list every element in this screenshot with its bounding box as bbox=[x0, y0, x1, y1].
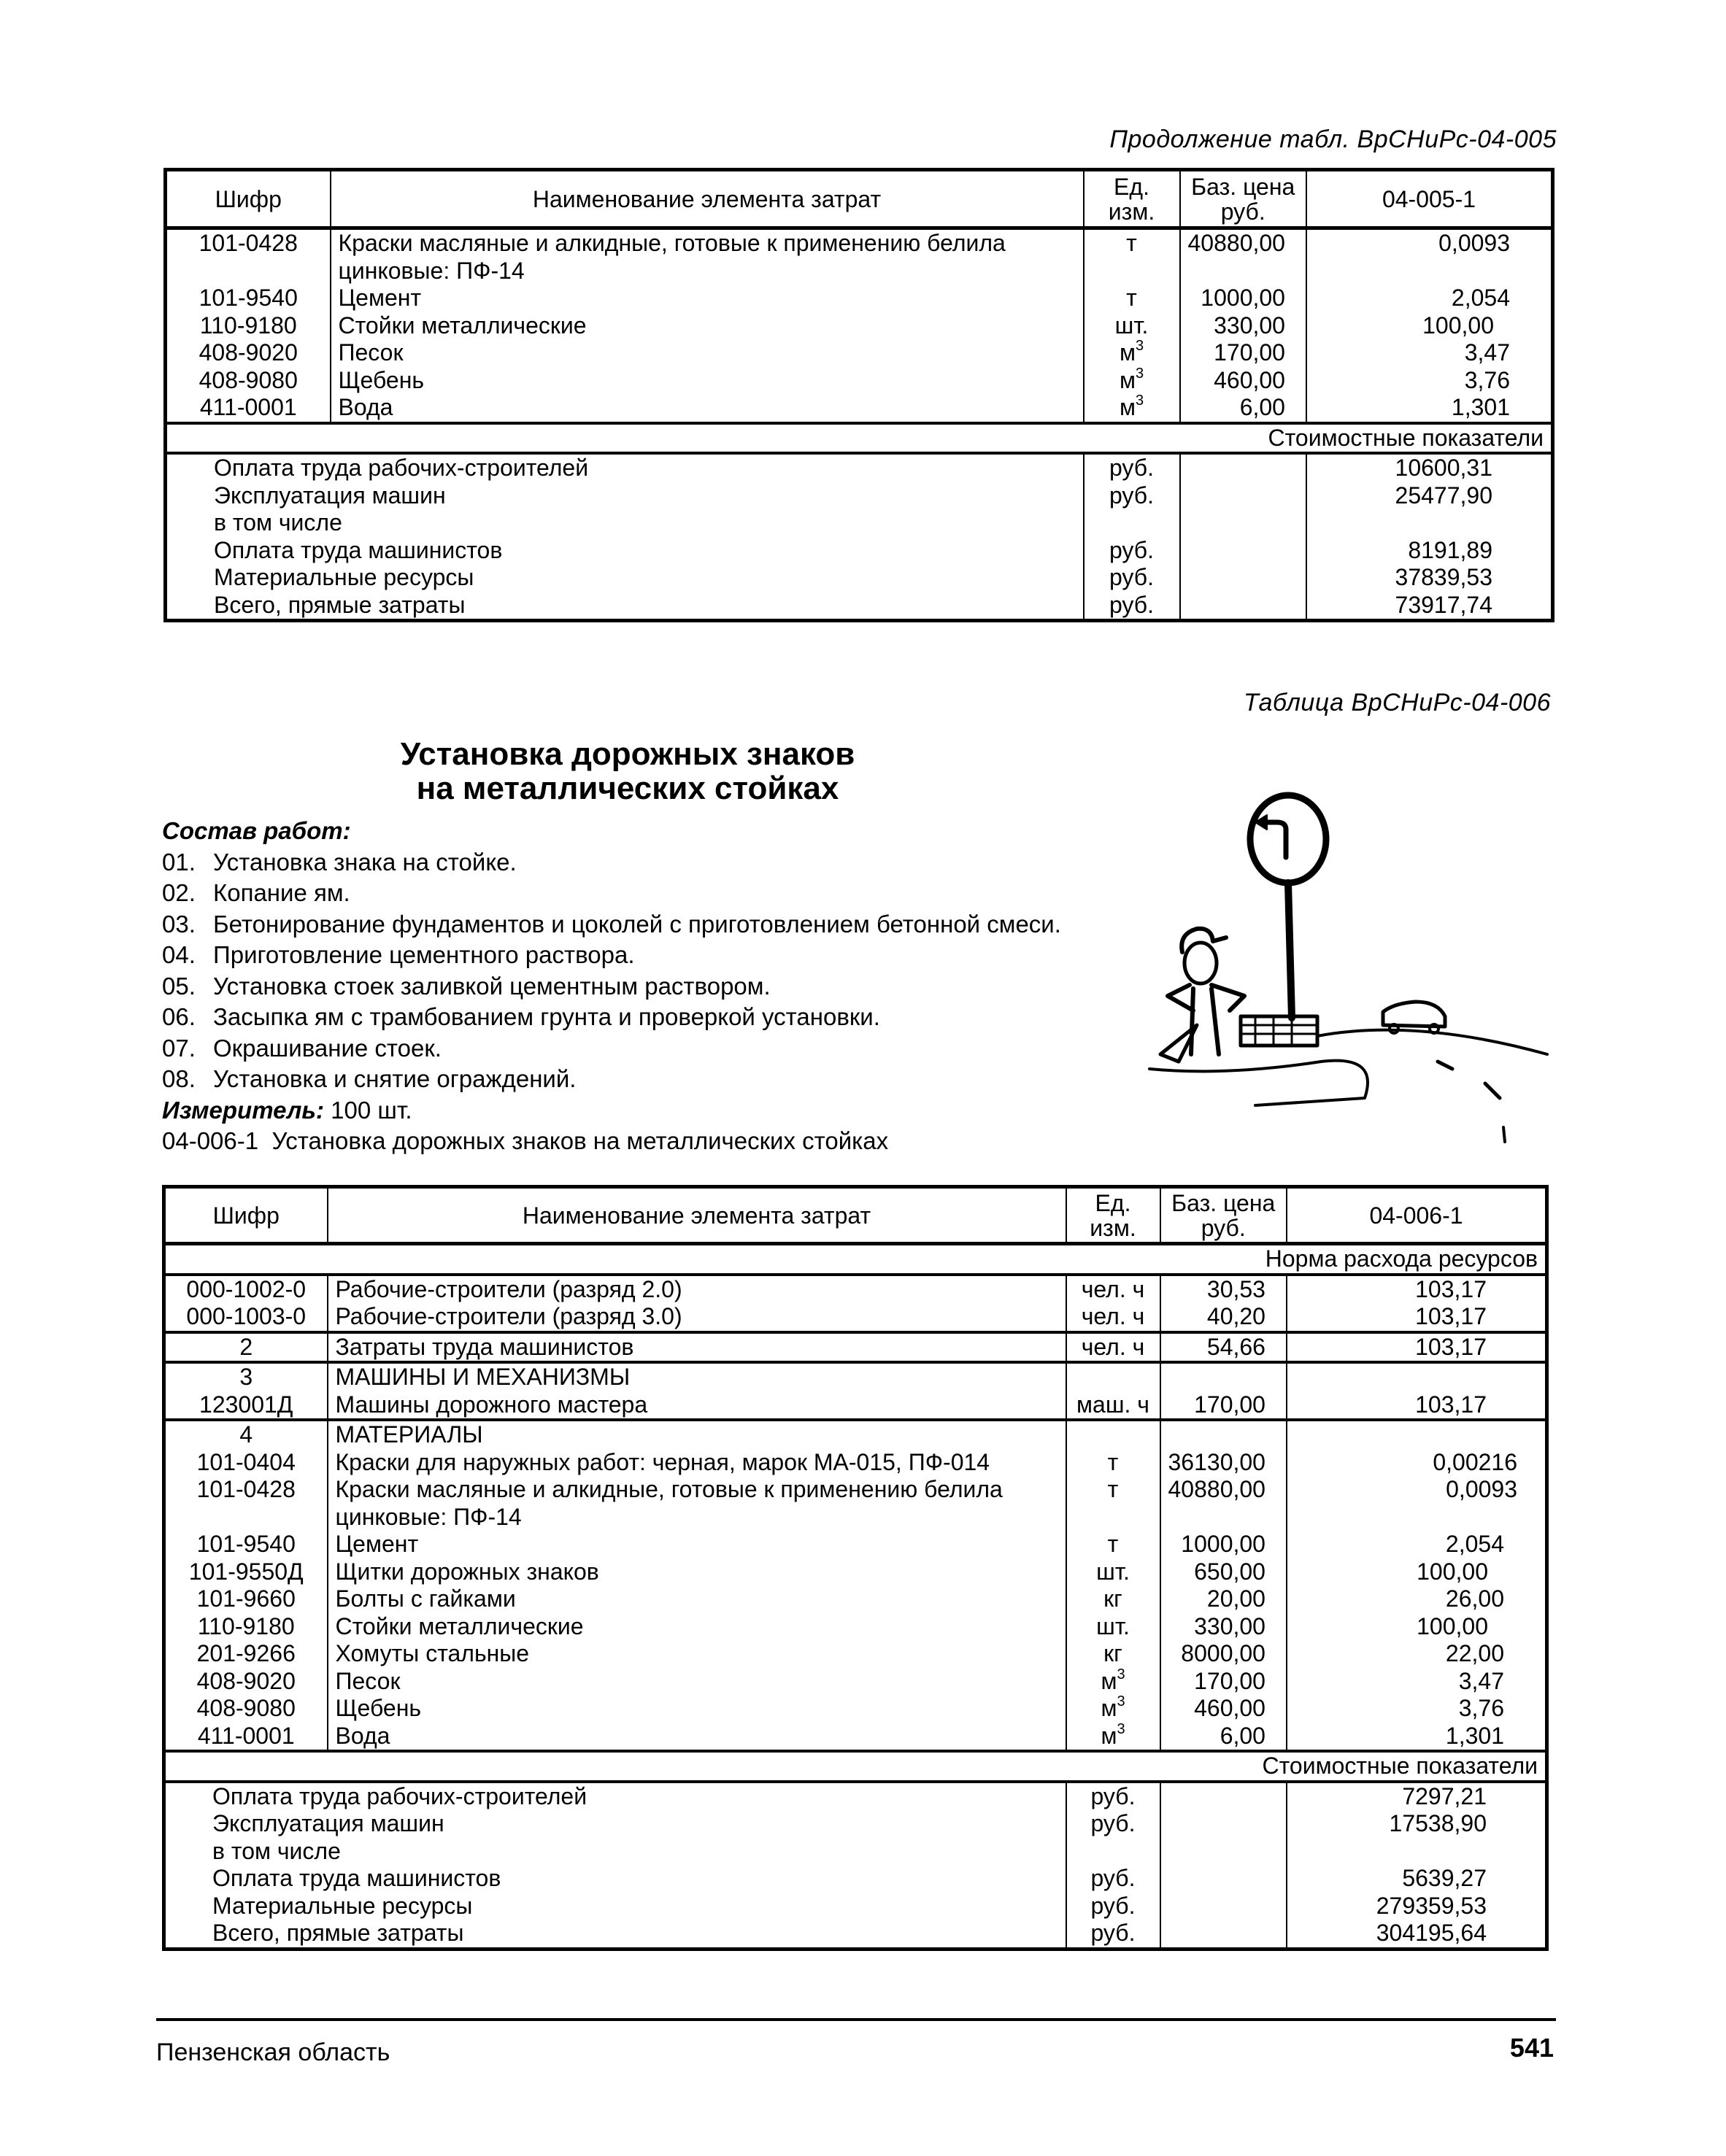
cost-value: 25477,90 bbox=[1395, 482, 1492, 509]
cell-code: 101-9660 bbox=[164, 1585, 328, 1613]
cell-code: 101-0428 bbox=[164, 1476, 328, 1531]
cost-label: Материальные ресурсы bbox=[164, 1893, 1066, 1920]
cell-name: Вода bbox=[328, 1723, 1066, 1752]
cell-code: 411-0001 bbox=[164, 1723, 328, 1752]
cost-unit: руб. bbox=[1066, 1782, 1160, 1811]
cost-label: Эксплуатация машин bbox=[164, 1810, 1066, 1838]
cell-price: 1000,00 bbox=[1180, 285, 1306, 312]
cell-name: Щебень bbox=[328, 1695, 1066, 1723]
table-row bbox=[164, 1613, 1547, 1641]
cell-value: 103,17 bbox=[1287, 1332, 1547, 1363]
continuation-caption: Продолжение табл. ВрСНиРс-04-005 bbox=[1109, 125, 1557, 153]
work-item: 07. Окрашивание стоек. bbox=[162, 1034, 442, 1062]
cost-value: 10600,31 bbox=[1395, 455, 1492, 481]
cell-value: 3,76 bbox=[1458, 1695, 1504, 1721]
table-row bbox=[166, 339, 1553, 367]
cell-value: 100,00 bbox=[1422, 312, 1494, 339]
cell-price: 460,00 bbox=[1180, 367, 1306, 395]
header-norm-code: 04-005-1 bbox=[1306, 170, 1553, 228]
cell-value: 26,00 bbox=[1445, 1585, 1504, 1612]
cost-unit: руб. bbox=[1066, 1865, 1160, 1893]
page-number: 541 bbox=[1509, 2033, 1554, 2063]
group-code: 3 bbox=[164, 1362, 328, 1391]
cell-name: Песок bbox=[331, 339, 1084, 367]
cost-unit: руб. bbox=[1084, 482, 1180, 510]
table-caption: Таблица ВрСНиРс-04-006 bbox=[1243, 689, 1551, 716]
cell-price: 650,00 bbox=[1160, 1558, 1287, 1586]
cost-unit: руб. bbox=[1084, 592, 1180, 621]
cell-name: Машины дорожного мастера bbox=[328, 1391, 1066, 1421]
header-unit: Ед. изм. bbox=[1084, 170, 1180, 228]
cell-unit: кг bbox=[1066, 1585, 1160, 1613]
cell-price: 20,00 bbox=[1160, 1585, 1287, 1613]
table1-body bbox=[166, 228, 1553, 621]
cell-unit: чел. ч bbox=[1066, 1303, 1160, 1332]
band-label: Норма расхода ресурсов bbox=[164, 1244, 1547, 1275]
table-row bbox=[164, 1723, 1547, 1752]
cell-code: 101-9540 bbox=[164, 1531, 328, 1558]
cell-unit: маш. ч bbox=[1066, 1391, 1160, 1421]
cost-table-04-005 bbox=[163, 168, 1554, 622]
table-row bbox=[166, 228, 1553, 285]
cell-value: 100,00 bbox=[1417, 1612, 1488, 1639]
cell-name: Краски масляные и алкидные, готовые к применению белила цинковые: ПФ-14 bbox=[328, 1476, 1066, 1531]
cell-value: 0,0093 bbox=[1446, 1476, 1517, 1502]
cell-price: 170,00 bbox=[1160, 1391, 1287, 1421]
cell-price: 36130,00 bbox=[1160, 1449, 1287, 1477]
cost-value bbox=[1306, 509, 1553, 537]
cell-code: 101-9540 bbox=[166, 285, 331, 312]
cell-name: Затраты труда машинистов bbox=[328, 1332, 1066, 1363]
cost-label: Оплата труда рабочих-строителей bbox=[164, 1782, 1066, 1811]
cost-value: 73917,74 bbox=[1395, 591, 1492, 618]
header-code: Шифр bbox=[164, 1187, 328, 1244]
cost-unit: руб. bbox=[1066, 1920, 1160, 1949]
section-title: Установка дорожных знаков на металлических стойках bbox=[400, 736, 855, 806]
band-label: Стоимостные показатели bbox=[166, 423, 1553, 454]
group-heading: МАШИНЫ И МЕХАНИЗМЫ bbox=[328, 1362, 1066, 1391]
cell-value: 0,00216 bbox=[1433, 1448, 1517, 1475]
group-code: 4 bbox=[164, 1420, 328, 1449]
table-row bbox=[164, 1303, 1547, 1332]
road-sign-worker-illustration-icon bbox=[1139, 784, 1562, 1149]
works-composition bbox=[162, 816, 1061, 1157]
table-header-row bbox=[166, 170, 1553, 228]
work-item: 01. Установка знака на стойке. bbox=[162, 848, 517, 876]
cell-price: 30,53 bbox=[1160, 1275, 1287, 1304]
cell-price: 170,00 bbox=[1160, 1668, 1287, 1696]
table-row bbox=[164, 1695, 1547, 1723]
cell-value: 0,0093 bbox=[1438, 230, 1510, 256]
cell-value: 2,054 bbox=[1451, 285, 1510, 311]
table-row bbox=[166, 394, 1553, 423]
cell-code: 110-9180 bbox=[164, 1613, 328, 1641]
cell-price: 40880,00 bbox=[1180, 228, 1306, 285]
cell-unit: $м^3$ bbox=[1066, 1668, 1160, 1696]
cell-name: Краски для наружных работ: черная, марок МА-015, ПФ-014 bbox=[328, 1449, 1066, 1477]
cell-value: 2,054 bbox=[1445, 1531, 1504, 1557]
cell-value: 22,00 bbox=[1445, 1640, 1504, 1666]
cell-unit: т bbox=[1084, 285, 1180, 312]
cell-value: 1,301 bbox=[1451, 394, 1510, 420]
cell-code: 101-0404 bbox=[164, 1449, 328, 1477]
cell-code: 000-1002-0 bbox=[164, 1275, 328, 1304]
cost-row bbox=[166, 537, 1553, 565]
cell-code: 110-9180 bbox=[166, 312, 331, 340]
cell-price: 6,00 bbox=[1180, 394, 1306, 423]
group-heading-row bbox=[164, 1420, 1547, 1449]
cell-value: 103,17 bbox=[1415, 1391, 1487, 1418]
table-row bbox=[164, 1449, 1547, 1477]
cell-price: 8000,00 bbox=[1160, 1640, 1287, 1668]
cell-value: 1,301 bbox=[1445, 1722, 1504, 1749]
cell-price: 40,20 bbox=[1160, 1303, 1287, 1332]
cost-unit: руб. bbox=[1084, 453, 1180, 482]
cost-value: 17538,90 bbox=[1389, 1810, 1487, 1836]
footer-divider bbox=[156, 2018, 1556, 2021]
header-norm-code: 04-006-1 bbox=[1287, 1187, 1547, 1244]
cell-unit: кг bbox=[1066, 1640, 1160, 1668]
cell-name: Песок bbox=[328, 1668, 1066, 1696]
item-line: 04-006-1 Установка дорожных знаков на металлических стойках bbox=[162, 1127, 889, 1154]
footer-region: Пензенская область bbox=[156, 2039, 390, 2066]
cell-value: 3,47 bbox=[1464, 339, 1510, 366]
cost-row bbox=[166, 509, 1553, 537]
cost-row bbox=[164, 1920, 1547, 1949]
meter-line: Измеритель: 100 шт. bbox=[162, 1096, 412, 1124]
cost-row bbox=[164, 1838, 1547, 1866]
cost-value: 304195,64 bbox=[1376, 1920, 1487, 1946]
cell-value: 3,76 bbox=[1464, 366, 1510, 393]
cell-unit: чел. ч bbox=[1066, 1332, 1160, 1363]
cell-unit: шт. bbox=[1066, 1613, 1160, 1641]
cost-row bbox=[164, 1782, 1547, 1811]
cost-value: 279359,53 bbox=[1376, 1892, 1487, 1919]
cost-unit: руб. bbox=[1066, 1893, 1160, 1920]
cost-row bbox=[164, 1865, 1547, 1893]
cell-value: 3,47 bbox=[1458, 1667, 1504, 1694]
cell-unit: шт. bbox=[1084, 312, 1180, 340]
band-row bbox=[166, 423, 1553, 454]
cell-unit: $м^3$ bbox=[1084, 339, 1180, 367]
table2-body bbox=[164, 1244, 1547, 1950]
cell-unit: т bbox=[1066, 1476, 1160, 1531]
table-header-row bbox=[164, 1187, 1547, 1244]
cost-label: Эксплуатация машин bbox=[166, 482, 1084, 510]
cell-name: Краски масляные и алкидные, готовые к применению белила цинковые: ПФ-14 bbox=[331, 228, 1084, 285]
cell-price: 54,66 bbox=[1160, 1332, 1287, 1363]
band-label: Стоимостные показатели bbox=[164, 1751, 1547, 1782]
header-unit: Ед. изм. bbox=[1066, 1187, 1160, 1244]
cell-code: 408-9020 bbox=[166, 339, 331, 367]
cell-price: 330,00 bbox=[1160, 1613, 1287, 1641]
cell-price: 330,00 bbox=[1180, 312, 1306, 340]
cell-name: Хомуты стальные bbox=[328, 1640, 1066, 1668]
band-row bbox=[164, 1751, 1547, 1782]
cell-code: 000-1003-0 bbox=[164, 1303, 328, 1332]
cost-label: Оплата труда рабочих-строителей bbox=[166, 453, 1084, 482]
cost-label: Всего, прямые затраты bbox=[166, 592, 1084, 621]
cell-code: 201-9266 bbox=[164, 1640, 328, 1668]
header-name: Наименование элемента затрат bbox=[331, 170, 1084, 228]
cost-label: Материальные ресурсы bbox=[166, 564, 1084, 592]
cell-name: Стойки металлические bbox=[328, 1613, 1066, 1641]
cell-price: 40880,00 bbox=[1160, 1476, 1287, 1531]
cell-name: Щитки дорожных знаков bbox=[328, 1558, 1066, 1586]
table-row bbox=[164, 1476, 1547, 1531]
cell-value: 103,17 bbox=[1415, 1303, 1487, 1329]
group-heading: МАТЕРИАЛЫ bbox=[328, 1420, 1066, 1449]
work-item: 06. Засыпка ям с трамбованием грунта и проверкой установки. bbox=[162, 1003, 880, 1030]
header-price: Баз. цена руб. bbox=[1160, 1187, 1287, 1244]
cell-code: 408-9080 bbox=[166, 367, 331, 395]
cost-label: Оплата труда машинистов bbox=[166, 537, 1084, 565]
cell-unit: шт. bbox=[1066, 1558, 1160, 1586]
cost-value: 8191,89 bbox=[1408, 536, 1492, 563]
cell-price: 6,00 bbox=[1160, 1723, 1287, 1752]
cell-name: Рабочие-строители (разряд 2.0) bbox=[328, 1275, 1066, 1304]
table-row bbox=[166, 312, 1553, 340]
cell-code: 2 bbox=[164, 1332, 328, 1363]
cost-row bbox=[166, 592, 1553, 621]
cell-value: 100,00 bbox=[1417, 1558, 1488, 1585]
cost-unit: руб. bbox=[1084, 564, 1180, 592]
cost-value: 7297,21 bbox=[1402, 1782, 1487, 1809]
work-item: 02. Копание ям. bbox=[162, 879, 350, 906]
group-heading-row bbox=[164, 1362, 1547, 1391]
work-item: 05. Установка стоек заливкой цементным раствором. bbox=[162, 972, 771, 1000]
cell-code: 408-9020 bbox=[164, 1668, 328, 1696]
cell-unit: $м^3$ bbox=[1066, 1723, 1160, 1752]
cell-unit: $м^3$ bbox=[1084, 394, 1180, 423]
table-row bbox=[164, 1391, 1547, 1421]
header-name: Наименование элемента затрат bbox=[328, 1187, 1066, 1244]
cost-label: Оплата труда машинистов bbox=[164, 1865, 1066, 1893]
cell-name: Болты с гайками bbox=[328, 1585, 1066, 1613]
table-row bbox=[164, 1558, 1547, 1586]
cell-code: 123001Д bbox=[164, 1391, 328, 1421]
cell-name: Цемент bbox=[328, 1531, 1066, 1558]
cost-table-04-006 bbox=[162, 1185, 1549, 1951]
work-item: 04. Приготовление цементного раствора. bbox=[162, 941, 635, 968]
band-row bbox=[164, 1244, 1547, 1275]
cell-unit: $м^3$ bbox=[1084, 367, 1180, 395]
cell-unit: $м^3$ bbox=[1066, 1695, 1160, 1723]
cell-price: 170,00 bbox=[1180, 339, 1306, 367]
cost-row bbox=[164, 1810, 1547, 1838]
cell-code: 411-0001 bbox=[166, 394, 331, 423]
cost-value: 37839,53 bbox=[1395, 564, 1492, 590]
cell-code: 101-9550Д bbox=[164, 1558, 328, 1586]
work-item: 03. Бетонирование фундаментов и цоколей с приготовлением бетонной смеси. bbox=[162, 910, 1061, 938]
table-row bbox=[164, 1332, 1547, 1363]
cell-code: 408-9080 bbox=[164, 1695, 328, 1723]
cell-code: 101-0428 bbox=[166, 228, 331, 285]
cell-price: 1000,00 bbox=[1160, 1531, 1287, 1558]
cost-unit bbox=[1084, 509, 1180, 537]
cost-unit: руб. bbox=[1066, 1810, 1160, 1838]
header-price: Баз. цена руб. bbox=[1180, 170, 1306, 228]
cost-value bbox=[1287, 1838, 1547, 1866]
cost-label: в том числе bbox=[164, 1838, 1066, 1866]
cost-unit bbox=[1066, 1838, 1160, 1866]
table-row bbox=[164, 1585, 1547, 1613]
cost-row bbox=[166, 482, 1553, 510]
cost-row bbox=[166, 564, 1553, 592]
cell-name: Вода bbox=[331, 394, 1084, 423]
header-code: Шифр bbox=[166, 170, 331, 228]
cell-value: 103,17 bbox=[1415, 1275, 1487, 1302]
cost-value: 5639,27 bbox=[1402, 1865, 1487, 1891]
cell-price: 460,00 bbox=[1160, 1695, 1287, 1723]
table-row bbox=[164, 1531, 1547, 1558]
table-row bbox=[164, 1668, 1547, 1696]
cost-label: в том числе bbox=[166, 509, 1084, 537]
cell-name: Рабочие-строители (разряд 3.0) bbox=[328, 1303, 1066, 1332]
cell-unit: чел. ч bbox=[1066, 1275, 1160, 1304]
cell-unit: т bbox=[1066, 1449, 1160, 1477]
work-item: 08. Установка и снятие ограждений. bbox=[162, 1065, 577, 1092]
cost-label: Всего, прямые затраты bbox=[164, 1920, 1066, 1949]
cost-row bbox=[166, 453, 1553, 482]
cell-unit: т bbox=[1084, 228, 1180, 285]
cell-name: Стойки металлические bbox=[331, 312, 1084, 340]
cell-name: Цемент bbox=[331, 285, 1084, 312]
table-row bbox=[164, 1275, 1547, 1304]
works-list bbox=[162, 847, 1061, 1095]
cost-row bbox=[164, 1893, 1547, 1920]
cell-unit: т bbox=[1066, 1531, 1160, 1558]
cell-name: Щебень bbox=[331, 367, 1084, 395]
table-row bbox=[164, 1640, 1547, 1668]
table-row bbox=[166, 367, 1553, 395]
table-row bbox=[166, 285, 1553, 312]
works-heading: Состав работ: bbox=[162, 817, 351, 844]
cost-unit: руб. bbox=[1084, 537, 1180, 565]
